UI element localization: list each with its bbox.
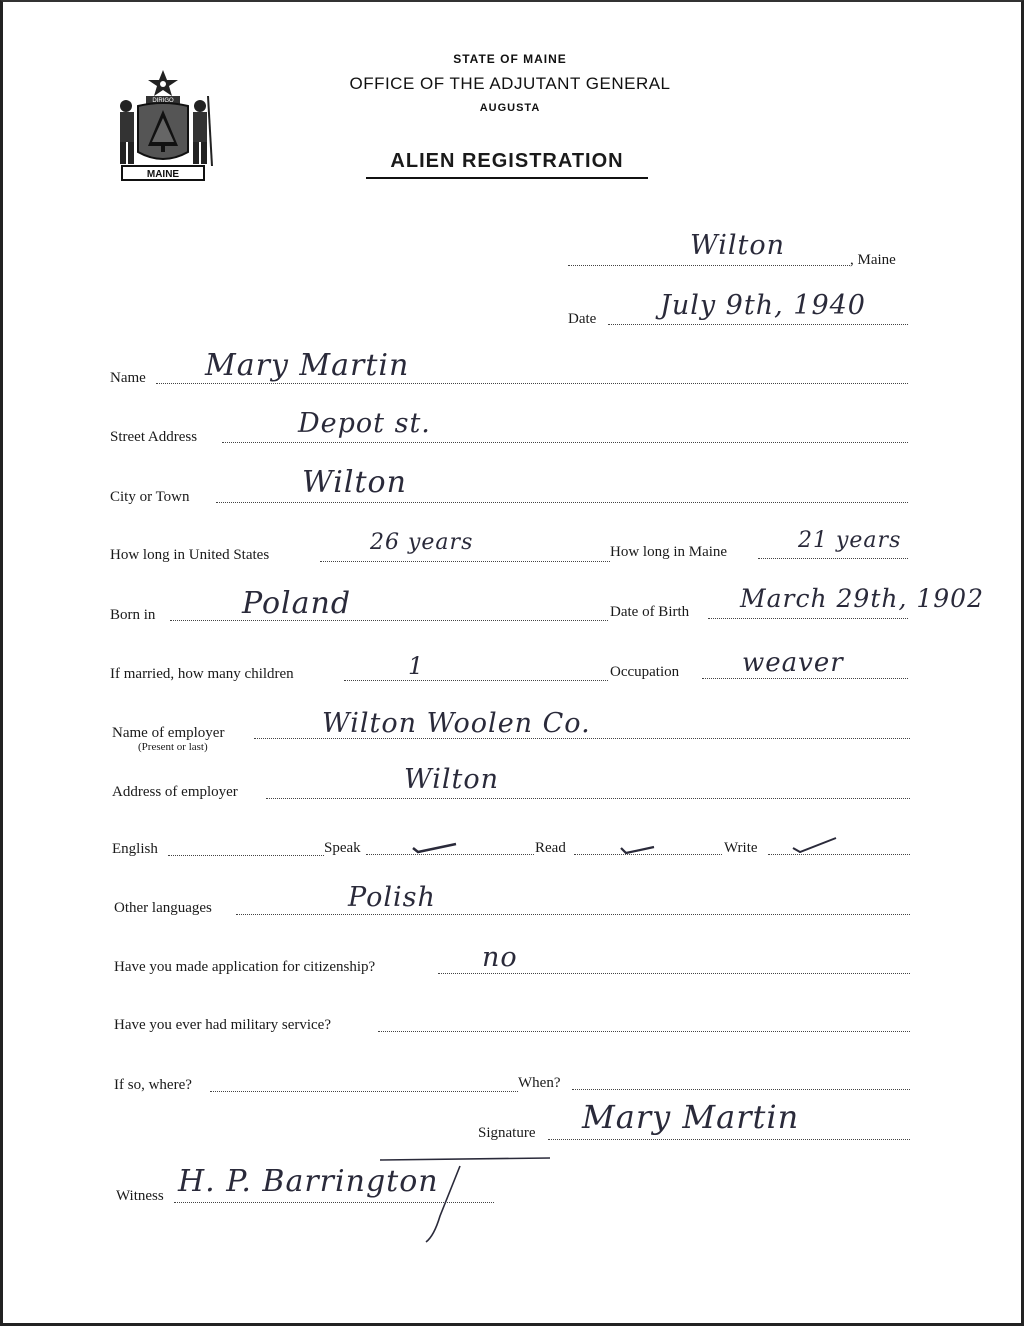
seal-motto-text: DIRIGO [152, 98, 174, 104]
street-label: Street Address [110, 429, 198, 445]
occupation-line [702, 678, 908, 679]
maine-label: , Maine [850, 252, 896, 268]
name-label: Name [110, 370, 146, 386]
city-town-label: City or Town [110, 489, 190, 505]
other-languages-line [236, 914, 910, 915]
employer-value: Wilton Woolen Co. [322, 708, 591, 739]
citizenship-label: Have you made application for citizenship? [114, 959, 376, 975]
date-value: July 9th, 1940 [660, 290, 866, 321]
occupation-label: Occupation [610, 664, 680, 680]
citizenship-value: no [482, 942, 518, 973]
other-languages-label: Other languages [114, 900, 212, 916]
how-long-maine-line [758, 558, 908, 559]
born-in-label: Born in [110, 607, 156, 623]
when-line [572, 1089, 910, 1090]
date-line [608, 324, 908, 325]
employer-label: Name of employer [112, 725, 225, 741]
form-title: ALIEN REGISTRATION [366, 150, 648, 179]
read-label: Read [535, 840, 566, 856]
employer-note: (Present or last) [138, 741, 208, 753]
married-label: If married, how many children [110, 666, 294, 682]
born-in-value: Poland [242, 586, 352, 621]
state-heading: STATE OF MAINE [453, 52, 567, 66]
speak-check-mark [410, 836, 460, 856]
read-check-mark [618, 838, 658, 858]
signature-value: Mary Martin [582, 1098, 800, 1136]
employer-address-line [266, 798, 910, 799]
town-value: Wilton [690, 230, 786, 261]
speak-label: Speak [324, 840, 361, 856]
signature-line [548, 1139, 910, 1140]
english-line [168, 855, 324, 856]
name-line [156, 383, 908, 384]
maine-state-seal [108, 66, 218, 190]
write-check-mark [790, 834, 840, 856]
where-line [210, 1091, 518, 1092]
write-label: Write [724, 840, 758, 856]
how-long-maine-label: How long in Maine [610, 544, 728, 560]
how-long-maine-value: 21 years [798, 528, 902, 553]
dob-line [708, 618, 908, 619]
other-languages-value: Polish [348, 882, 436, 913]
how-long-us-line [320, 561, 610, 562]
seal-banner-text: MAINE [146, 169, 180, 180]
office-heading: OFFICE OF THE ADJUTANT GENERAL [349, 74, 671, 93]
signature-label: Signature [478, 1125, 536, 1141]
children-line [344, 680, 608, 681]
children-value: 1 [408, 652, 425, 680]
witness-value: H. P. Barrington [178, 1164, 439, 1199]
citizenship-line [438, 973, 910, 974]
military-line [378, 1031, 910, 1032]
dob-value: March 29th, 1902 [740, 584, 984, 613]
dob-label: Date of Birth [610, 604, 690, 620]
occupation-value: weaver [742, 648, 844, 678]
english-label: English [112, 841, 158, 857]
how-long-us-value: 26 years [370, 530, 474, 555]
how-long-us-label: How long in United States [110, 547, 270, 563]
street-line [222, 442, 908, 443]
town-line [568, 265, 850, 266]
military-label: Have you ever had military service? [114, 1017, 331, 1033]
date-label: Date [568, 311, 597, 327]
witness-label: Witness [116, 1188, 164, 1204]
street-value: Depot st. [298, 408, 431, 439]
where-label: If so, where? [114, 1077, 192, 1093]
city-heading: AUGUSTA [479, 102, 541, 114]
when-label: When? [518, 1075, 561, 1091]
employer-address-value: Wilton [404, 764, 500, 795]
city-town-value: Wilton [302, 465, 407, 500]
city-town-line [216, 502, 908, 503]
born-in-line [170, 620, 608, 621]
employer-address-label: Address of employer [112, 784, 238, 800]
name-value: Mary Martin [205, 348, 410, 383]
